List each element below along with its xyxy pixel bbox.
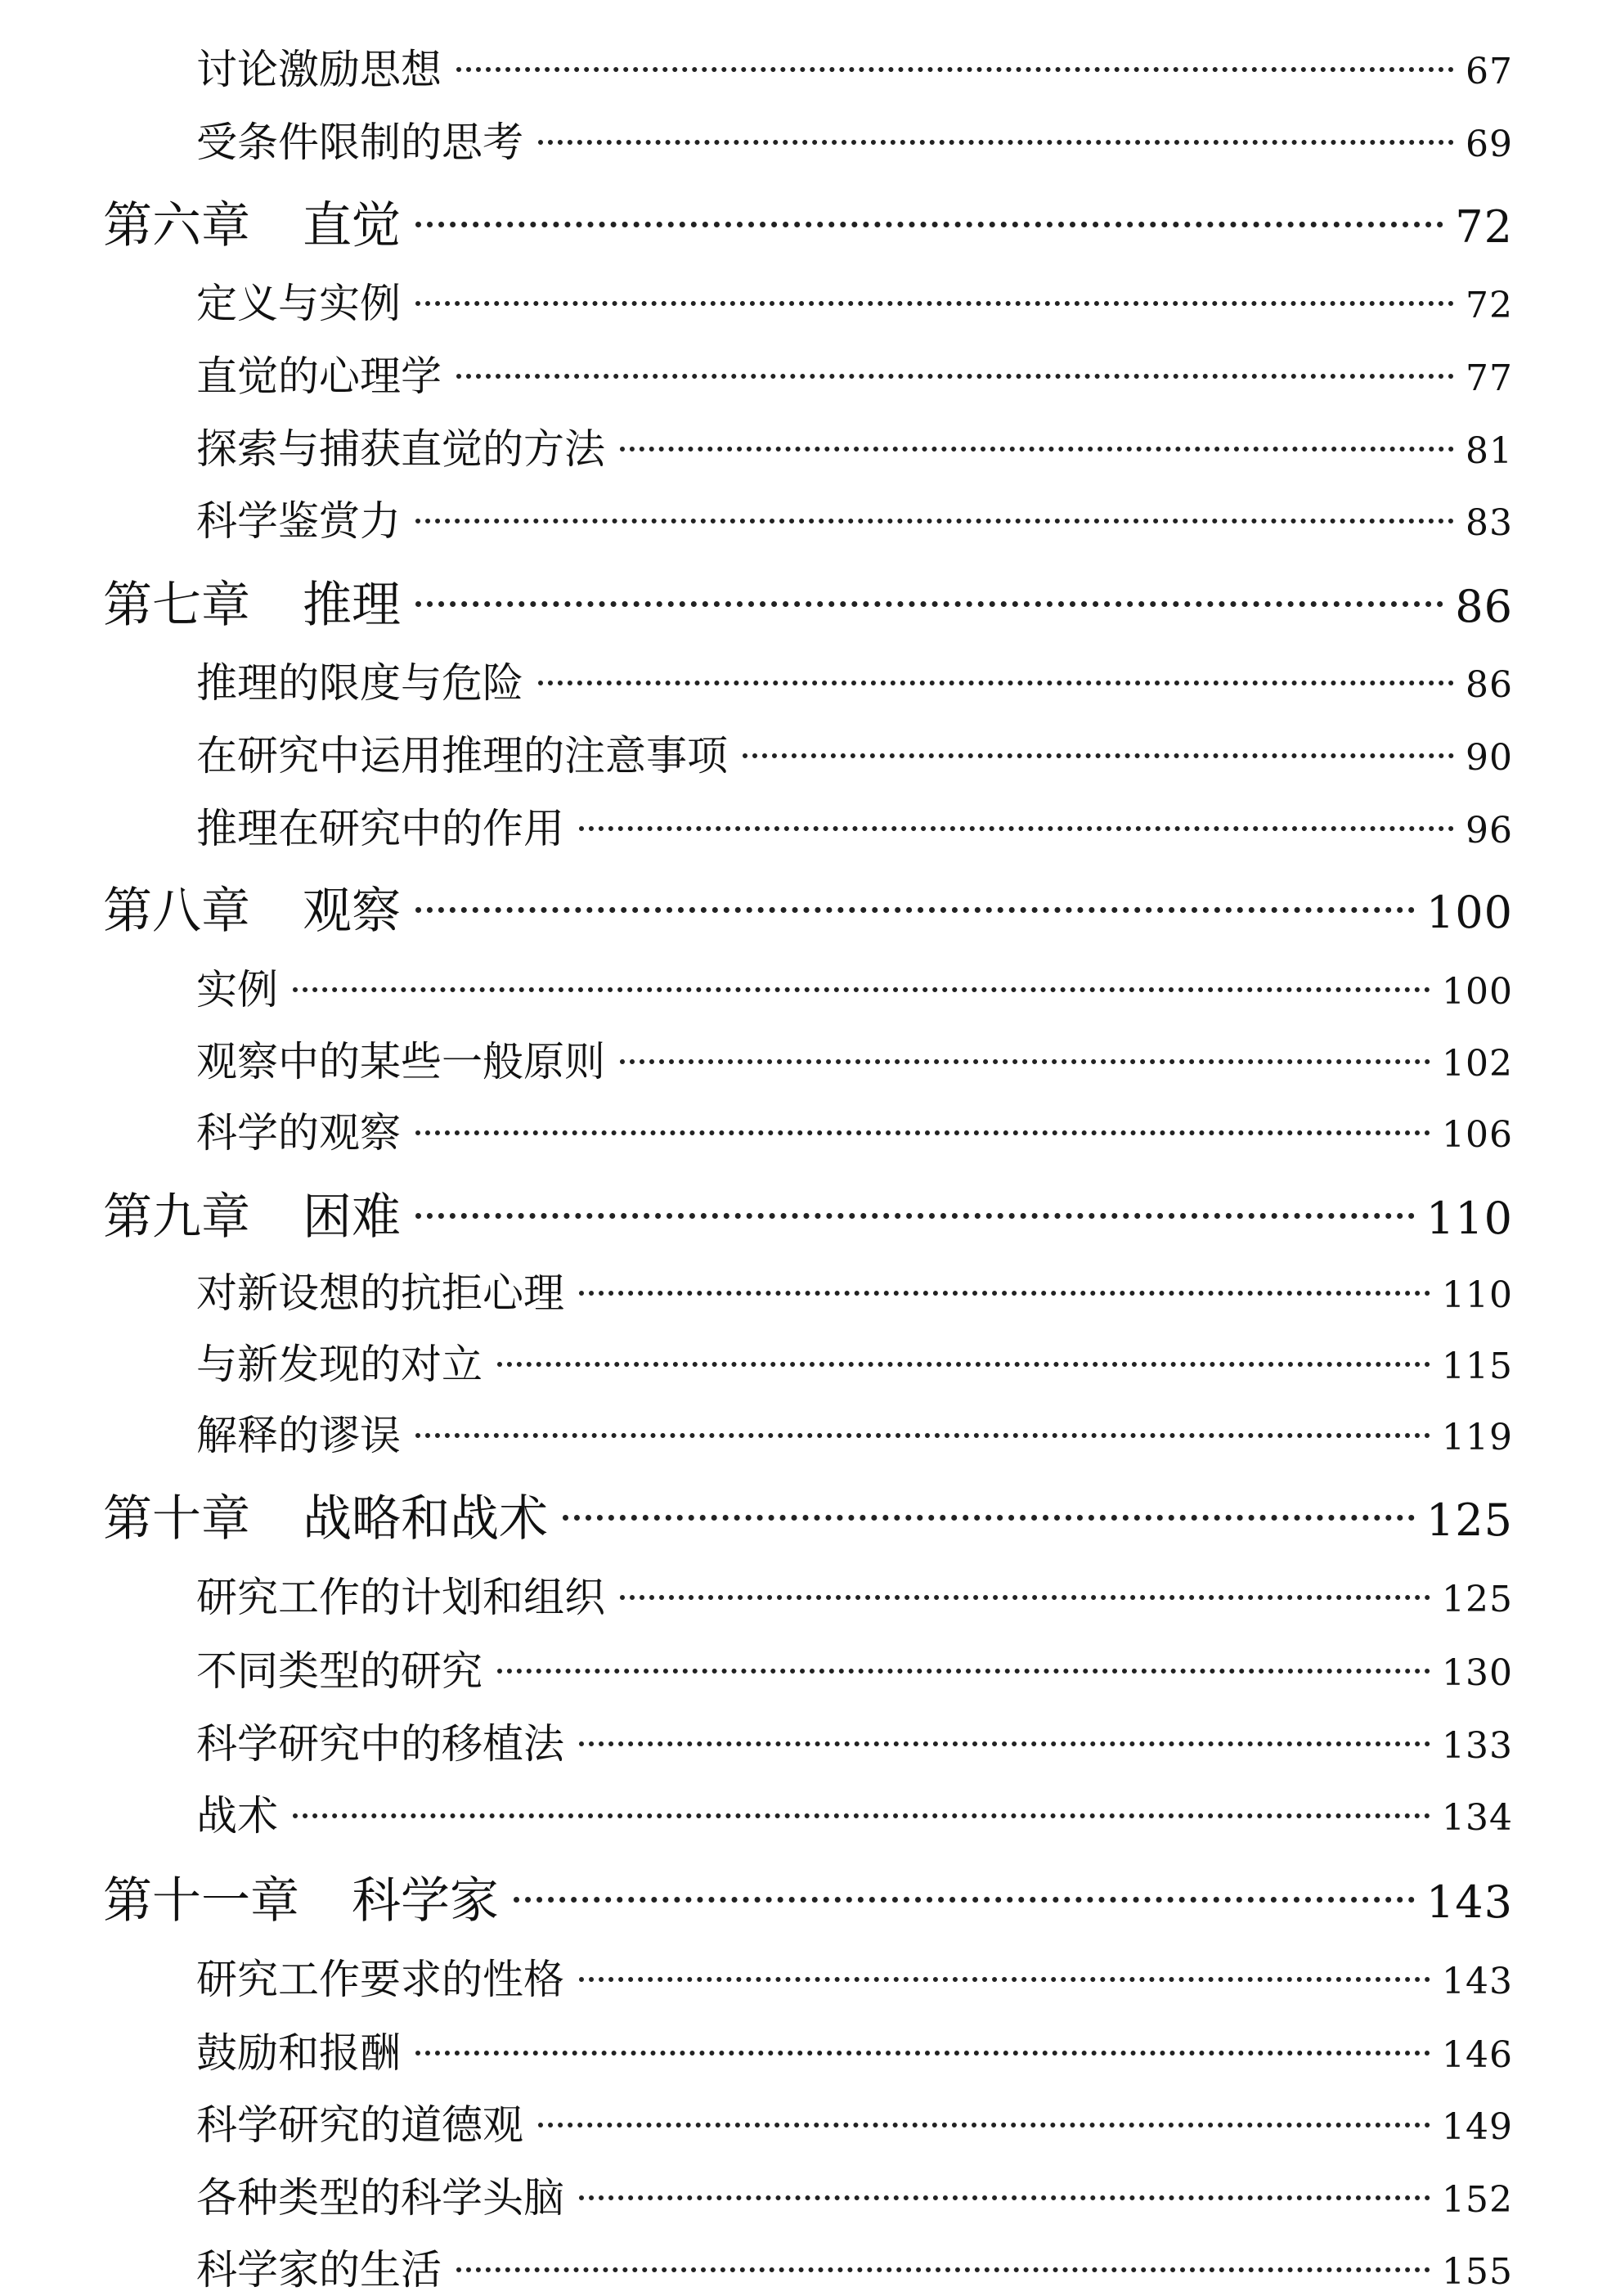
toc-section-entry <box>196 1403 1513 1462</box>
chapter-title: 观察 <box>303 883 401 940</box>
section-title: 探索与捕获直觉的方法 <box>196 425 605 473</box>
section-title: 不同类型的研究 <box>196 1647 483 1695</box>
dot-leader <box>415 1130 1430 1135</box>
toc-chapter-entry <box>103 1480 1513 1550</box>
chapter-number: 第七章 <box>103 577 250 634</box>
toc-section-entry <box>196 37 1513 96</box>
page-number: 96 <box>1466 810 1513 851</box>
toc-section-entry <box>196 1565 1513 1624</box>
toc-section-entry <box>196 650 1513 709</box>
chapter-title: 困难 <box>303 1188 401 1246</box>
toc-section-entry <box>196 957 1513 1016</box>
section-title: 鼓励和报酬 <box>196 2029 401 2077</box>
toc-section-entry <box>196 796 1513 855</box>
chapter-number: 第八章 <box>103 883 250 940</box>
page-number: 143 <box>1425 1876 1513 1928</box>
toc-section-entry <box>196 110 1513 168</box>
section-title: 科学的观察 <box>196 1109 401 1157</box>
chapter-heading <box>103 566 401 636</box>
page-number: 125 <box>1425 1494 1513 1546</box>
dot-leader <box>415 519 1454 523</box>
page-number: 86 <box>1455 581 1513 632</box>
page-number: 134 <box>1442 1797 1513 1839</box>
page-number: 102 <box>1442 1043 1513 1085</box>
dot-leader <box>620 447 1454 452</box>
dot-leader <box>415 222 1443 227</box>
toc-section-entry <box>196 2092 1513 2151</box>
chapter-heading <box>103 186 401 257</box>
page-number: 77 <box>1466 357 1513 399</box>
toc-section-entry <box>196 1100 1513 1159</box>
toc-chapter-entry <box>103 566 1513 636</box>
dot-leader <box>415 907 1415 913</box>
dot-leader <box>563 1515 1415 1521</box>
toc-section-entry <box>196 271 1513 330</box>
toc-section-entry <box>196 416 1513 475</box>
page-number: 143 <box>1442 1961 1513 2002</box>
toc-chapter-entry <box>103 1178 1513 1248</box>
section-title: 研究工作要求的性格 <box>196 1956 564 2003</box>
section-title: 推理在研究中的作用 <box>196 805 564 852</box>
section-title: 受条件限制的思考 <box>196 119 523 166</box>
page-number: 110 <box>1425 1193 1513 1244</box>
section-title: 定义与实例 <box>196 280 401 327</box>
chapter-number: 第六章 <box>103 197 250 254</box>
section-title: 解释的谬误 <box>196 1412 401 1459</box>
dot-leader <box>743 753 1454 758</box>
toc-chapter-entry <box>103 872 1513 942</box>
dot-leader <box>579 1741 1430 1746</box>
page-number: 146 <box>1442 2034 1513 2076</box>
page-number: 69 <box>1466 124 1513 165</box>
toc-section-entry <box>196 1711 1513 1770</box>
toc-chapter-entry <box>103 186 1513 257</box>
dot-leader <box>415 2051 1430 2056</box>
dot-leader <box>579 1977 1430 1982</box>
dot-leader <box>497 1362 1430 1367</box>
chapter-number: 第十章 <box>103 1490 250 1548</box>
section-title: 观察中的某些一般原则 <box>196 1038 605 1085</box>
toc-section-entry <box>196 1332 1513 1391</box>
page-number: 86 <box>1466 664 1513 706</box>
page-number: 90 <box>1466 737 1513 779</box>
dot-leader <box>456 374 1454 379</box>
chapter-title: 直觉 <box>303 197 401 254</box>
toc-section-entry <box>196 1029 1513 1088</box>
dot-leader <box>456 2267 1430 2272</box>
dot-leader <box>514 1897 1415 1903</box>
page-number: 100 <box>1425 887 1513 938</box>
section-title: 科学研究的道德观 <box>196 2101 523 2149</box>
toc-section-entry <box>196 344 1513 402</box>
section-title: 与新发现的对立 <box>196 1341 483 1388</box>
section-title: 实例 <box>196 966 278 1013</box>
dot-leader <box>538 2123 1430 2128</box>
dot-leader <box>620 1059 1430 1064</box>
toc-section-entry <box>196 2165 1513 2224</box>
page-number: 119 <box>1442 1417 1513 1458</box>
toc-section-entry <box>196 1783 1513 1842</box>
dot-leader <box>415 1213 1415 1219</box>
section-title: 对新设想的抗拒心理 <box>196 1269 564 1317</box>
toc-section-entry <box>196 488 1513 547</box>
page-number: 152 <box>1442 2179 1513 2221</box>
toc-chapter-entry <box>103 1862 1513 1932</box>
page-number: 133 <box>1442 1725 1513 1767</box>
page-number: 149 <box>1442 2106 1513 2148</box>
section-title: 科学研究中的移植法 <box>196 1720 564 1768</box>
dot-leader <box>620 1595 1430 1600</box>
toc-section-entry <box>196 1260 1513 1319</box>
dot-leader <box>579 1291 1430 1296</box>
dot-leader <box>538 140 1454 145</box>
section-title: 在研究中运用推理的注意事项 <box>196 732 728 780</box>
dot-leader <box>293 1813 1430 1818</box>
chapter-number: 第十一章 <box>103 1872 299 1930</box>
page-number: 125 <box>1442 1579 1513 1620</box>
section-title: 讨论激励思想 <box>196 46 442 93</box>
chapter-title: 战略和战术 <box>303 1490 548 1548</box>
toc-section-entry <box>196 723 1513 782</box>
dot-leader <box>415 1433 1430 1438</box>
page-number: 110 <box>1442 1274 1513 1316</box>
page-number: 115 <box>1442 1346 1513 1387</box>
toc-section-entry <box>196 2020 1513 2079</box>
page-number: 100 <box>1442 971 1513 1013</box>
section-title: 科学鉴赏力 <box>196 497 401 545</box>
page-number: 67 <box>1466 51 1513 92</box>
page-number: 130 <box>1442 1652 1513 1694</box>
dot-leader <box>579 826 1454 831</box>
chapter-heading <box>103 1178 401 1248</box>
section-title: 战术 <box>196 1792 278 1840</box>
dot-leader <box>415 301 1454 306</box>
chapter-heading <box>103 872 401 942</box>
dot-leader <box>456 67 1454 72</box>
dot-leader <box>579 2195 1430 2200</box>
dot-leader <box>538 681 1454 685</box>
chapter-title: 推理 <box>303 577 401 634</box>
section-title: 科学家的生活 <box>196 2246 442 2294</box>
chapter-title: 科学家 <box>352 1872 499 1930</box>
section-title: 各种类型的科学头脑 <box>196 2174 564 2222</box>
toc-section-entry <box>196 1947 1513 2006</box>
page-number: 155 <box>1442 2251 1513 2293</box>
page-number: 106 <box>1442 1114 1513 1156</box>
chapter-number: 第九章 <box>103 1188 250 1246</box>
toc-section-entry <box>196 1638 1513 1697</box>
page-number: 83 <box>1466 502 1513 544</box>
section-title: 推理的限度与危险 <box>196 659 523 707</box>
section-title: 直觉的心理学 <box>196 353 442 400</box>
dot-leader <box>497 1669 1430 1674</box>
page-number: 72 <box>1455 201 1513 253</box>
dot-leader <box>293 987 1430 992</box>
section-title: 研究工作的计划和组织 <box>196 1574 605 1621</box>
chapter-heading <box>103 1480 548 1550</box>
dot-leader <box>415 601 1443 607</box>
chapter-heading <box>103 1862 499 1932</box>
page-number: 81 <box>1466 430 1513 472</box>
toc-section-entry <box>196 2237 1513 2296</box>
page-number: 72 <box>1466 285 1513 326</box>
